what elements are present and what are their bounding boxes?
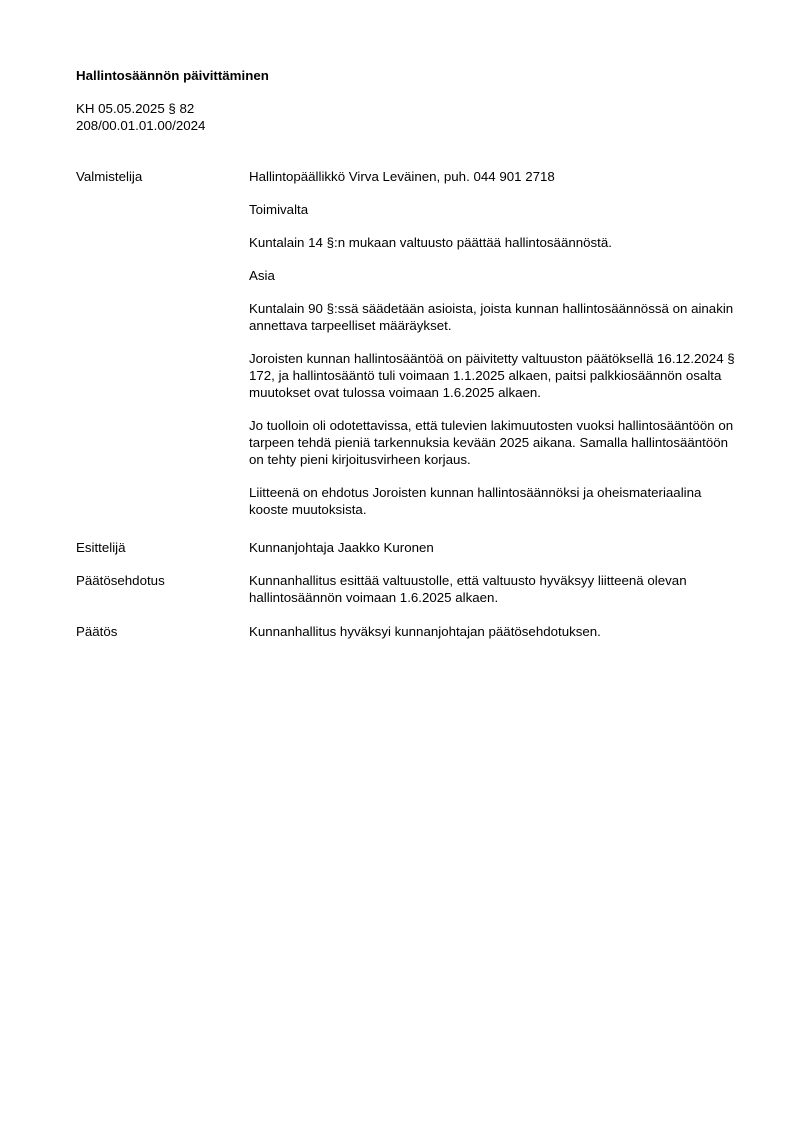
section-label-paatosehdotus: Päätösehdotus — [76, 573, 165, 588]
record-number: 208/00.01.01.00/2024 — [76, 118, 206, 133]
preparer-line: Hallintopäällikkö Virva Leväinen, puh. 044 901 2718 — [249, 169, 555, 184]
meeting-reference: KH 05.05.2025 § 82 — [76, 101, 195, 116]
section-content-esittelija: Kunnanjohtaja Jaakko Kuronen — [249, 540, 434, 555]
subheading-asia: Asia — [249, 268, 275, 283]
section-content-paatos: Kunnanhallitus hyväksyi kunnanjohtajan päätösehdotuksen. — [249, 624, 601, 639]
document-meta — [76, 100, 205, 134]
section-label-valmistelija: Valmistelija — [76, 169, 143, 184]
subheading-toimivalta: Toimivalta — [249, 202, 309, 217]
paragraph-toimivalta: Kuntalain 14 §:n mukaan valtuusto päättää hallintosäännöstä. — [249, 235, 612, 250]
paragraph-asia-2: Joroisten kunnan hallintosääntöä on päivitetty valtuuston päätöksellä 16.12.2024 § 172, ja hallintosääntö tuli voimaan 1.1.2025 alkaen, paitsi palkkiosäännön osalta muutokset ovat tulossa voimaan 1.6.2025 alkaen. — [249, 351, 735, 400]
section-content-paatosehdotus: Kunnanhallitus esittää valtuustolle, että valtuusto hyväksyy liitteenä olevan hallintosäännön voimaan 1.6.2025 alkaen. — [249, 573, 687, 605]
section-content-valmistelija — [249, 168, 739, 518]
paragraph-asia-4: Liitteenä on ehdotus Joroisten kunnan hallintosäännöksi ja oheismateriaalina kooste muutoksista. — [249, 485, 702, 517]
paragraph-asia-3: Jo tuolloin oli odotettavissa, että tulevien lakimuutosten vuoksi hallintosääntöön on tarpeen tehdä pieniä tarkennuksia kevään 2025 aikana. Samalla hallintosääntöön on tehty pieni kirjoitusvirheen korjaus. — [249, 418, 734, 467]
paragraph-asia-1: Kuntalain 90 §:ssä säädetään asioista, joista kunnan hallintosäännössä on ainakin annettava tarpeelliset määräykset. — [249, 301, 734, 333]
section-label-esittelija: Esittelijä — [76, 540, 126, 555]
document-title: Hallintosäännön päivittäminen — [76, 68, 269, 83]
section-label-paatos: Päätös — [76, 624, 118, 639]
